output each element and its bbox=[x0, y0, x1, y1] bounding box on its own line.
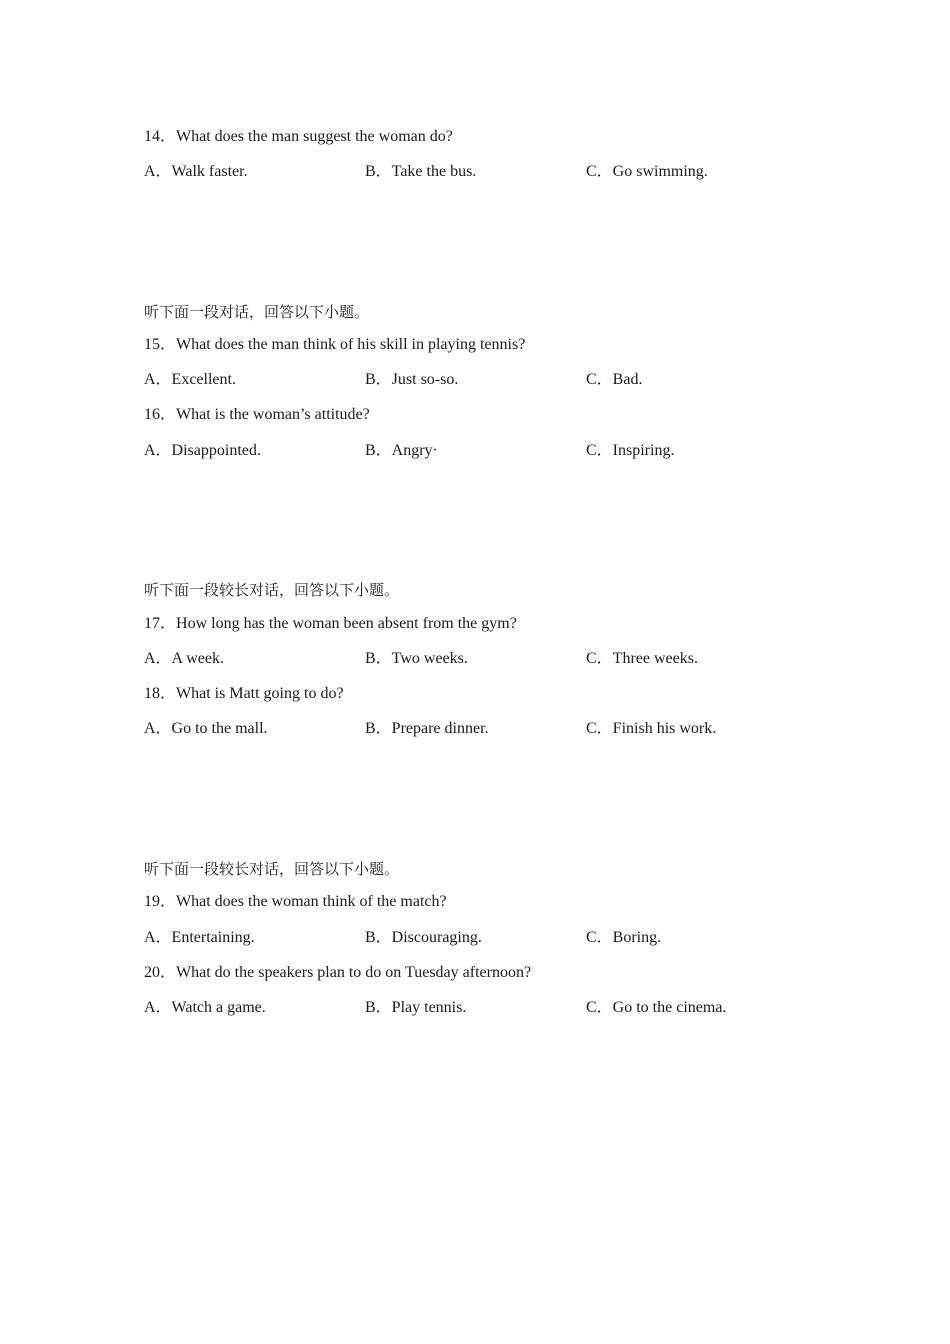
question-number: 18． bbox=[144, 685, 177, 702]
option-c: C．Finish his work. bbox=[586, 720, 717, 737]
option-b: B．Discouraging. bbox=[365, 929, 482, 946]
option-c: C．Three weeks. bbox=[586, 650, 698, 667]
option-a: A．Excellent. bbox=[144, 371, 236, 388]
option-a: A．Entertaining. bbox=[144, 929, 255, 946]
question-20 bbox=[144, 962, 531, 984]
question-text: How long has the woman been absent from the gym? bbox=[176, 615, 517, 632]
question-text: What does the woman think of the match? bbox=[176, 893, 447, 910]
section-instruction: 听下面一段较长对话，回答以下小题。 bbox=[144, 581, 400, 599]
option-a: A．Walk faster. bbox=[144, 163, 248, 180]
option-c: C．Inspiring. bbox=[586, 442, 675, 459]
option-c: C．Boring. bbox=[586, 929, 662, 946]
question-19 bbox=[144, 891, 447, 913]
option-a: A．Watch a game. bbox=[144, 999, 266, 1016]
option-a: A．Disappointed. bbox=[144, 442, 261, 459]
question-number: 16． bbox=[144, 406, 177, 423]
option-b: B．Take the bus. bbox=[365, 163, 477, 180]
question-text: What do the speakers plan to do on Tuesday afternoon? bbox=[176, 964, 532, 981]
option-c: C．Go to the cinema. bbox=[586, 999, 727, 1016]
question-text: What does the man think of his skill in playing tennis? bbox=[176, 336, 526, 353]
option-c: C．Bad. bbox=[586, 371, 643, 388]
option-a: A．A week. bbox=[144, 650, 224, 667]
option-b: B．Prepare dinner. bbox=[365, 720, 489, 737]
question-15 bbox=[144, 334, 525, 356]
option-b: B．Play tennis. bbox=[365, 999, 467, 1016]
option-c: C．Go swimming. bbox=[586, 163, 708, 180]
option-b: B．Angry· bbox=[365, 442, 438, 459]
question-number: 17． bbox=[144, 615, 177, 632]
question-number: 14． bbox=[144, 128, 177, 145]
question-17 bbox=[144, 613, 517, 635]
question-16 bbox=[144, 404, 370, 426]
section-instruction: 听下面一段对话，回答以下小题。 bbox=[144, 303, 370, 321]
option-a: A．Go to the mall. bbox=[144, 720, 268, 737]
option-b: B．Two weeks. bbox=[365, 650, 468, 667]
question-number: 15． bbox=[144, 336, 177, 353]
question-text: What does the man suggest the woman do? bbox=[176, 128, 453, 145]
option-b: B．Just so-so. bbox=[365, 371, 459, 388]
question-18 bbox=[144, 683, 344, 705]
section-instruction: 听下面一段较长对话，回答以下小题。 bbox=[144, 860, 400, 878]
question-14 bbox=[144, 126, 453, 148]
question-text: What is the woman’s attitude? bbox=[176, 406, 370, 423]
question-text: What is Matt going to do? bbox=[176, 685, 344, 702]
question-number: 20． bbox=[144, 964, 177, 981]
question-number: 19． bbox=[144, 893, 177, 910]
